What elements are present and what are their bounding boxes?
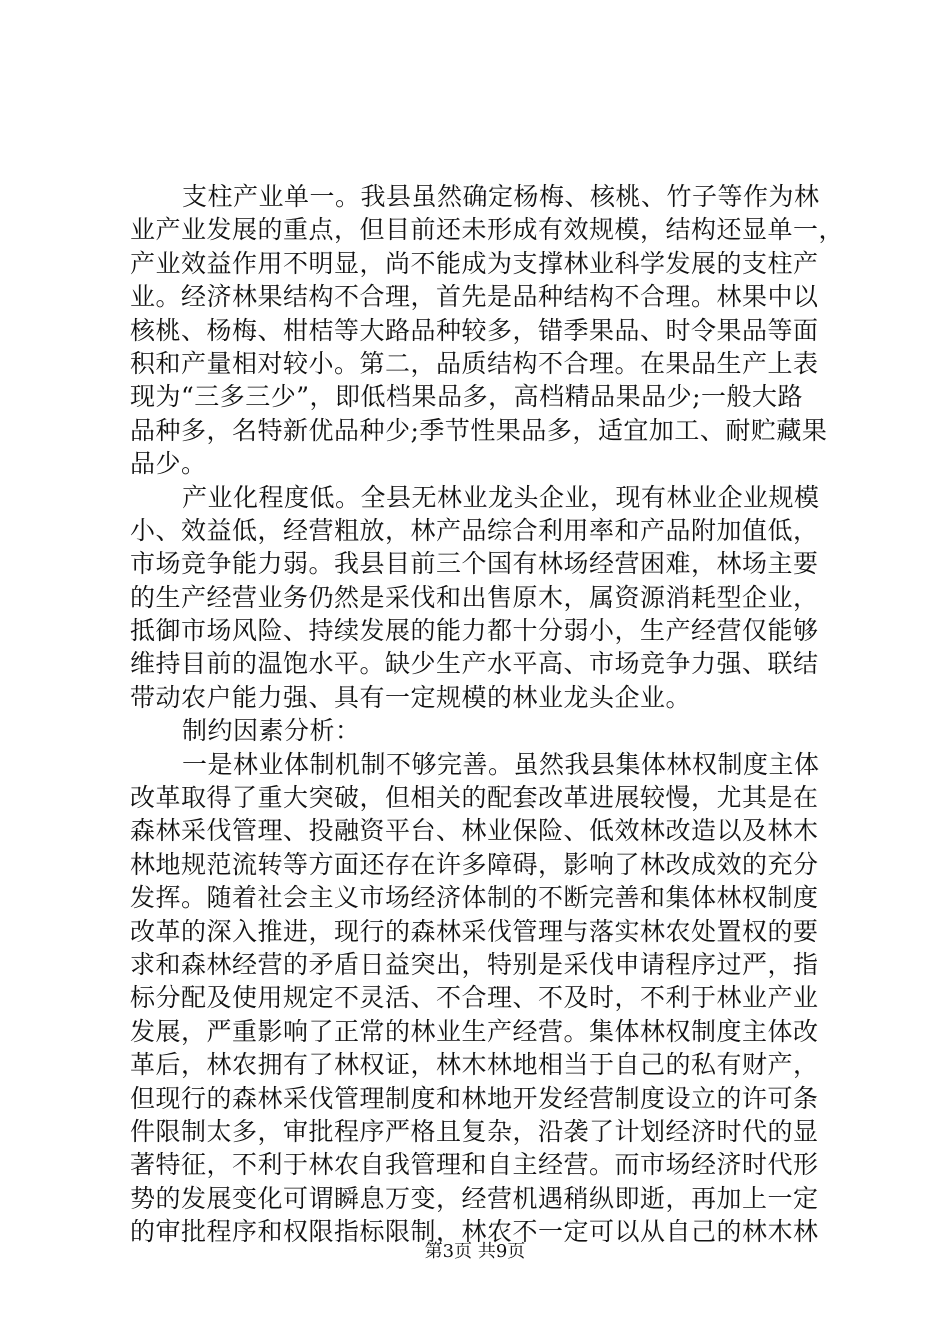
text-line: 小、效益低，经营粗放，林产品综合利用率和产品附加值低，: [130, 515, 819, 545]
page-number-footer: 第3页 共9页: [424, 1241, 526, 1262]
text-line: 标分配及使用规定不灵活、不合理、不及时，不利于林业产业: [130, 983, 819, 1013]
text-line: 维持目前的温饱水平。缺少生产水平高、市场竞争力强、联结: [130, 649, 819, 679]
text-line: 品少。: [130, 449, 207, 479]
text-line: 革后，林农拥有了林权证，林木林地相当于自己的私有财产，: [130, 1050, 819, 1080]
text-line: 产业化程度低。全县无林业龙头企业，现有林业企业规模: [182, 482, 820, 512]
text-line: 著特征，不利于林农自我管理和自主经营。而市场经济时代形: [130, 1150, 819, 1180]
text-line: 品种多，名特新优品种少;季节性果品多，适宜加工、耐贮藏果: [130, 415, 828, 445]
text-line: 核桃、杨梅、柑桔等大路品种较多，错季果品、时令果品等面: [130, 315, 819, 345]
text-line: 森林采伐管理、投融资平台、林业保险、低效林改造以及林木: [130, 816, 819, 846]
text-line: 的生产经营业务仍然是采伐和出售原木，属资源消耗型企业，: [130, 582, 819, 612]
text-line: 发展，严重影响了正常的林业生产经营。集体林权制度主体改: [130, 1016, 819, 1046]
text-line: 求和森林经营的矛盾日益突出，特别是采伐申请程序过严，指: [130, 949, 819, 979]
section-heading: 制约因素分析：: [182, 716, 361, 746]
text-line: 业。经济林果结构不合理，首先是品种结构不合理。林果中以: [130, 282, 819, 312]
body-text: [130, 180, 845, 1249]
text-line: 市场竞争能力弱。我县目前三个国有林场经营困难，林场主要: [130, 549, 819, 579]
text-line: 支柱产业单一。我县虽然确定杨梅、核桃、竹子等作为林: [182, 182, 820, 211]
text-line: 产业效益作用不明显，尚不能成为支撑林业科学发展的支柱产: [130, 248, 819, 278]
text-line: 积和产量相对较小。第二，品质结构不合理。在果品生产上表: [130, 348, 819, 378]
text-line: 改革取得了重大突破，但相关的配套改革进展较慢，尤其是在: [130, 783, 819, 813]
text-line: 改革的深入推进，现行的森林采伐管理与落实林农处置权的要: [130, 916, 819, 946]
text-line: 但现行的森林采伐管理制度和林地开发经营制度设立的许可条: [130, 1083, 819, 1113]
text-line: 件限制太多，审批程序严格且复杂，沿袭了计划经济时代的显: [130, 1116, 819, 1146]
text-line: 的审批程序和权限指标限制，林农不一定可以从自己的林木林: [130, 1217, 819, 1247]
text-line: 势的发展变化可谓瞬息万变，经营机遇稍纵即逝，再加上一定: [130, 1183, 819, 1213]
text-line: 一是林业体制机制不够完善。虽然我县集体林权制度主体: [182, 749, 820, 779]
text-line: 业产业发展的重点，但目前还未形成有效规模，结构还显单一，: [130, 215, 845, 245]
text-line: 发挥。随着社会主义市场经济体制的不断完善和集体林权制度: [130, 883, 819, 913]
text-line: 林地规范流转等方面还存在许多障碍，影响了林改成效的充分: [130, 849, 819, 879]
text-line: 抵御市场风险、持续发展的能力都十分弱小，生产经营仅能够: [130, 616, 819, 646]
text-line: 现为“三多三少”，即低档果品多，高档精品果品少;一般大路: [130, 382, 803, 412]
text-line: 带动农户能力强、具有一定规模的林业龙头企业。: [130, 682, 692, 712]
